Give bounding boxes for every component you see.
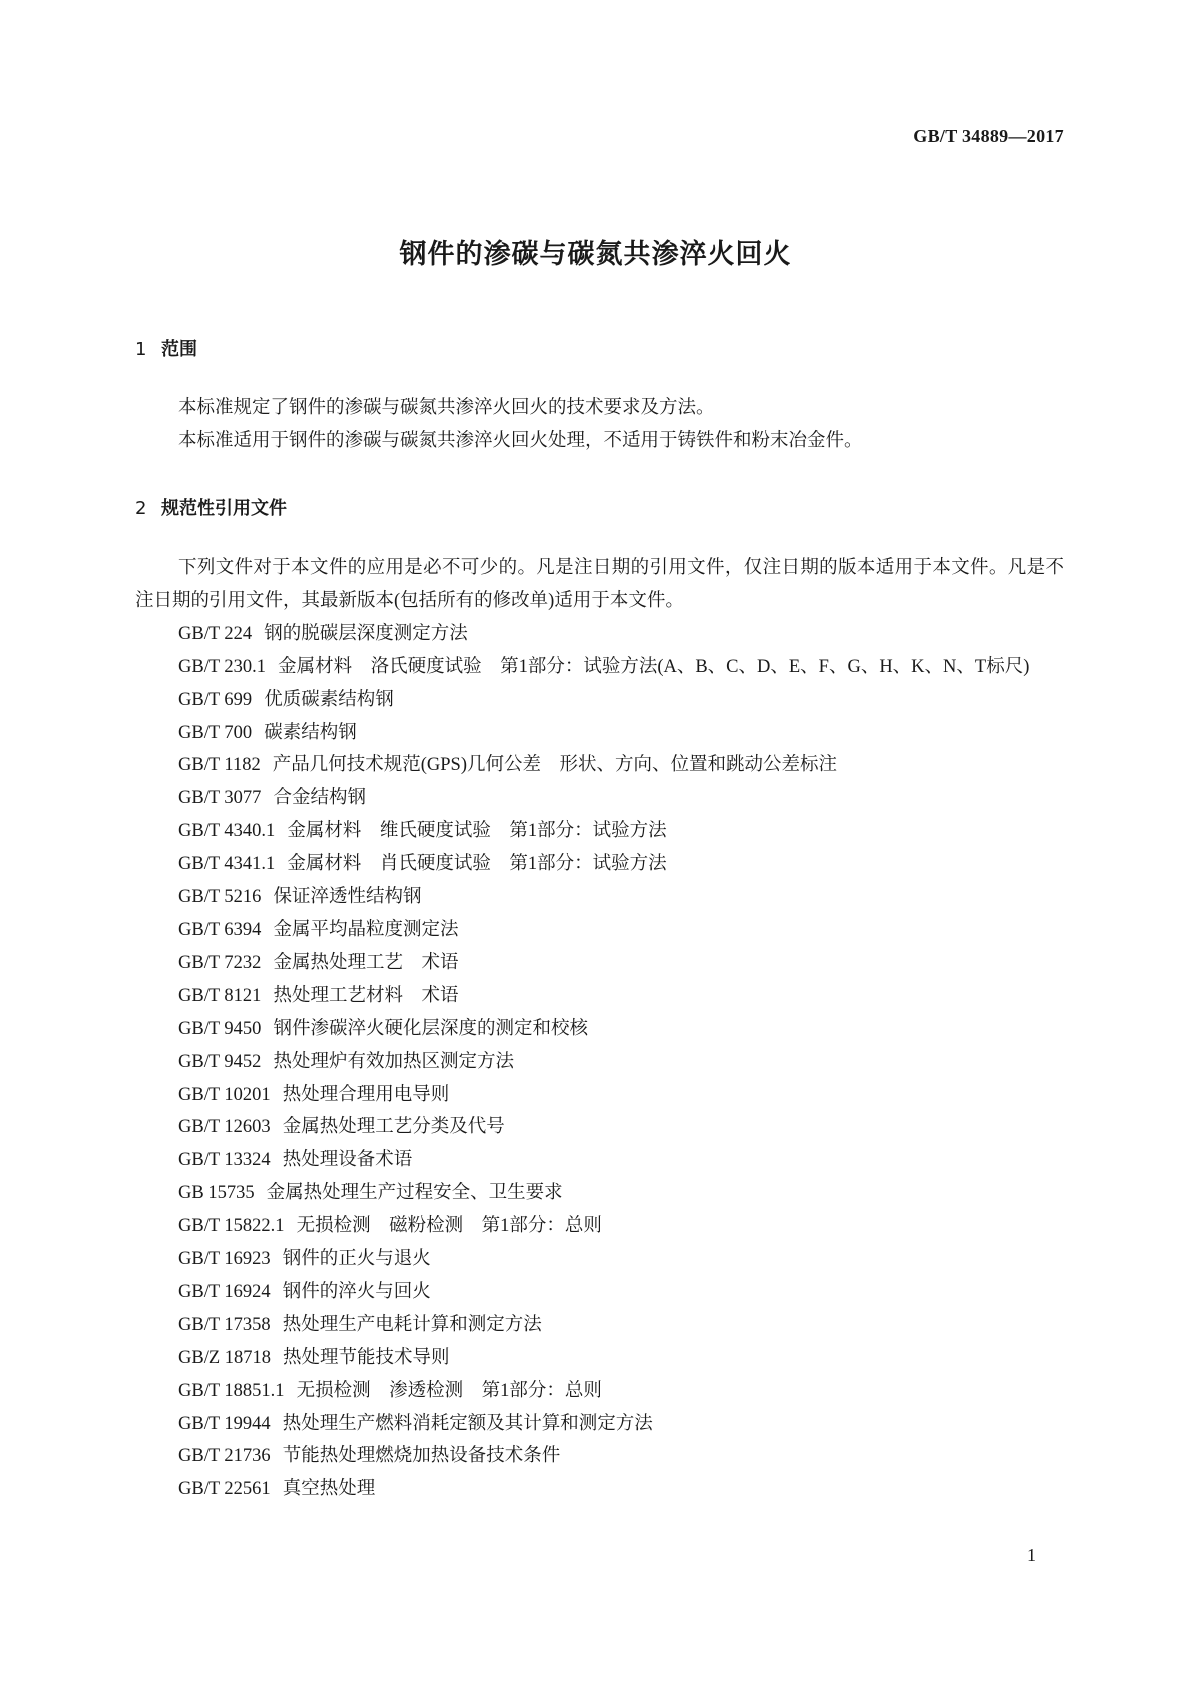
reference-code: GB/Z 18718 [178, 1347, 272, 1368]
reference-item [135, 1079, 1064, 1112]
reference-title: 合金结构钢 [273, 788, 366, 809]
section-number: 1 [135, 339, 147, 360]
reference-item [135, 1342, 1064, 1375]
reference-code: GB/T 4340.1 [178, 821, 276, 842]
reference-code: GB/T 8121 [178, 985, 262, 1006]
reference-code: GB/T 12603 [178, 1117, 271, 1138]
reference-title: 产品几何技术规范(GPS)几何公差 形状、方向、位置和跳动公差标注 [272, 755, 838, 776]
reference-title: 热处理节能技术导则 [283, 1347, 450, 1368]
intro-paragraph: 下列文件对于本文件的应用是必不可少的。凡是注日期的引用文件，仅注日期的版本适用于本文件。凡是不注日期的引用文件，其最新版本(包括所有的修改单)适用于本文件。 [135, 558, 1064, 611]
reference-title: 金属材料 洛氏硬度试验 第1部分：试验方法(A、B、C、D、E、F、G、H、K、N、T标尺) [278, 656, 1030, 677]
reference-title: 金属热处理工艺分类及代号 [282, 1117, 505, 1138]
reference-code: GB/T 700 [178, 722, 253, 743]
reference-code: GB/T 18851.1 [178, 1380, 285, 1401]
reference-item [135, 947, 1064, 980]
reference-item [135, 1408, 1064, 1441]
reference-title: 热处理生产电耗计算和测定方法 [282, 1314, 542, 1335]
reference-item [135, 815, 1064, 848]
document-title: 钢件的渗碳与碳氮共渗淬火回火 [399, 239, 792, 270]
reference-code: GB/T 16924 [178, 1281, 271, 1302]
reference-item [135, 1210, 1064, 1243]
reference-title: 优质碳素结构钢 [264, 689, 394, 710]
reference-item [135, 980, 1064, 1013]
reference-item [135, 914, 1064, 947]
reference-item [135, 651, 1064, 684]
reference-title: 无损检测 磁粉检测 第1部分：总则 [296, 1216, 602, 1237]
reference-title: 钢件的正火与退火 [282, 1249, 431, 1270]
reference-item [135, 1111, 1064, 1144]
reference-item [135, 1013, 1064, 1046]
reference-code: GB 15735 [178, 1183, 255, 1204]
paragraph: 本标准规定了钢件的渗碳与碳氮共渗淬火回火的技术要求及方法。 [178, 398, 715, 418]
reference-title: 金属材料 肖氏硬度试验 第1部分：试验方法 [287, 854, 667, 875]
reference-item [135, 1046, 1064, 1079]
section-title: 规范性引用文件 [161, 498, 287, 519]
standard-number: GB/T 34889—2017 [913, 126, 1064, 146]
reference-code: GB/T 1182 [178, 755, 261, 776]
reference-title: 钢件渗碳淬火硬化层深度的测定和校核 [273, 1018, 588, 1039]
section-title: 范围 [161, 339, 197, 360]
reference-title: 金属平均晶粒度测定法 [273, 919, 459, 940]
reference-title: 金属热处理生产过程安全、卫生要求 [266, 1183, 563, 1204]
reference-title: 金属热处理工艺 术语 [273, 952, 459, 973]
reference-title: 热处理工艺材料 术语 [273, 985, 459, 1006]
reference-code: GB/T 4341.1 [178, 854, 276, 875]
reference-item [135, 1243, 1064, 1276]
reference-item [135, 881, 1064, 914]
section-references-body [135, 552, 1064, 1506]
reference-code: GB/T 15822.1 [178, 1216, 285, 1237]
reference-item [135, 1440, 1064, 1473]
reference-code: GB/T 3077 [178, 788, 262, 809]
reference-item [135, 848, 1064, 881]
reference-code: GB/T 5216 [178, 887, 262, 908]
reference-item [135, 1309, 1064, 1342]
reference-title: 热处理炉有效加热区测定方法 [273, 1051, 514, 1072]
reference-code: GB/T 230.1 [178, 656, 267, 677]
reference-item [135, 1144, 1064, 1177]
reference-code: GB/T 19944 [178, 1413, 271, 1434]
reference-item [135, 1473, 1064, 1506]
reference-title: 钢件的淬火与回火 [282, 1281, 431, 1302]
reference-title: 热处理合理用电导则 [282, 1084, 450, 1105]
paragraph: 本标准适用于钢件的渗碳与碳氮共渗淬火回火处理，不适用于铸铁件和粉末冶金件。 [178, 430, 863, 451]
reference-code: GB/T 17358 [178, 1314, 271, 1335]
reference-code: GB/T 6394 [178, 919, 262, 940]
reference-code: GB/T 699 [178, 689, 253, 710]
page-number: 1 [1027, 1545, 1036, 1565]
reference-title: 节能热处理燃烧加热设备技术条件 [282, 1446, 561, 1467]
reference-title: 热处理生产燃料消耗定额及其计算和测定方法 [282, 1413, 653, 1434]
reference-code: GB/T 13324 [178, 1150, 271, 1171]
reference-item [135, 684, 1064, 717]
reference-item [135, 749, 1064, 782]
reference-item [135, 1276, 1064, 1309]
reference-code: GB/T 21736 [178, 1446, 271, 1467]
reference-item [135, 782, 1064, 815]
reference-title: 碳素结构钢 [264, 722, 357, 743]
reference-item [135, 618, 1064, 651]
reference-item [135, 717, 1064, 750]
reference-title: 热处理设备术语 [282, 1150, 413, 1171]
reference-code: GB/T 10201 [178, 1084, 271, 1105]
section-heading-scope [135, 335, 197, 361]
reference-item [135, 1375, 1064, 1408]
reference-title: 保证淬透性结构钢 [273, 887, 422, 908]
section-heading-references [135, 494, 287, 520]
reference-code: GB/T 9450 [178, 1018, 262, 1039]
reference-code: GB/T 224 [178, 623, 253, 644]
reference-code: GB/T 7232 [178, 952, 262, 973]
reference-code: GB/T 9452 [178, 1051, 262, 1072]
reference-code: GB/T 16923 [178, 1249, 271, 1270]
section-scope-body [135, 392, 1064, 458]
reference-code: GB/T 22561 [178, 1479, 271, 1500]
reference-item [135, 1177, 1064, 1210]
reference-title: 钢的脱碳层深度测定方法 [264, 623, 468, 644]
reference-list [135, 618, 1064, 1506]
reference-title: 真空热处理 [282, 1479, 376, 1500]
reference-title: 金属材料 维氏硬度试验 第1部分：试验方法 [287, 821, 667, 842]
section-number: 2 [135, 498, 147, 519]
reference-title: 无损检测 渗透检测 第1部分：总则 [296, 1380, 602, 1401]
